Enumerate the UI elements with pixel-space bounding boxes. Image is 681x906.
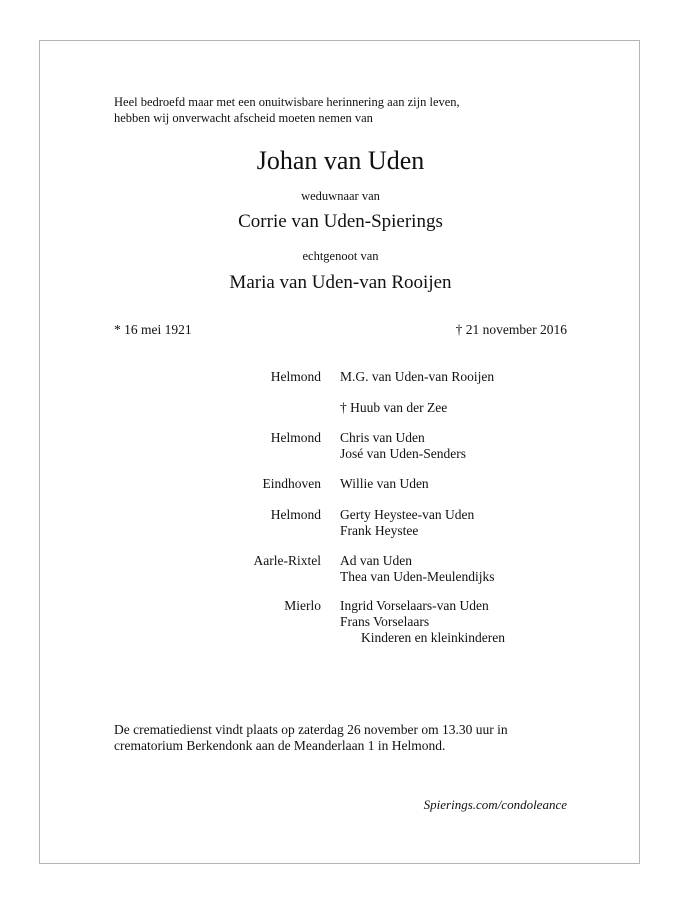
family-member: Gerty Heystee-van Uden	[340, 507, 475, 522]
family-place: Helmond	[270, 507, 321, 522]
family-names	[340, 598, 505, 646]
family-member: † Huub van der Zee	[340, 400, 448, 415]
family-place: Helmond	[270, 430, 321, 445]
family-member: Willie van Uden	[340, 476, 429, 491]
grandchildren-line: Kinderen en kleinkinderen	[361, 630, 505, 645]
relation-husband: echtgenoot van	[302, 249, 379, 263]
birth-date: * 16 mei 1921	[114, 322, 192, 337]
death-date: † 21 november 2016	[455, 322, 567, 337]
condolence-website: Spierings.com/condoleance	[423, 797, 567, 812]
intro-text	[114, 94, 460, 126]
family-place: Eindhoven	[262, 476, 321, 491]
intro-line-2: hebben wij onverwacht afscheid moeten nemen van	[114, 111, 373, 125]
family-member: Chris van Uden	[340, 430, 425, 445]
family-member: M.G. van Uden-van Rooijen	[340, 369, 495, 384]
family-names	[340, 369, 494, 385]
family-member: Frank Heystee	[340, 523, 419, 538]
relation-widower: weduwnaar van	[301, 189, 380, 203]
family-names	[340, 507, 474, 539]
family-member: Thea van Uden-Meulendijks	[340, 569, 495, 584]
service-line-2: crematorium Berkendonk aan de Meanderlaan 1 in Helmond.	[114, 738, 446, 753]
family-names	[340, 553, 494, 585]
family-place: Aarle-Rixtel	[253, 553, 321, 568]
family-member: José van Uden-Senders	[340, 446, 466, 461]
family-place: Helmond	[270, 369, 321, 384]
spouse-name-1: Corrie van Uden-Spierings	[238, 211, 443, 232]
spouse-name-2: Maria van Uden-van Rooijen	[229, 272, 452, 293]
family-member: Ingrid Vorselaars-van Uden	[340, 598, 489, 613]
family-names	[340, 400, 447, 416]
deceased-name: Johan van Uden	[256, 146, 425, 175]
intro-line-1: Heel bedroefd maar met een onuitwisbare herinnering aan zijn leven,	[114, 95, 460, 109]
service-line-1: De crematiedienst vindt plaats op zaterdag 26 november om 13.30 uur in	[114, 722, 508, 737]
family-member: Frans Vorselaars	[340, 614, 430, 629]
family-member: Ad van Uden	[340, 553, 412, 568]
family-names	[340, 430, 466, 462]
family-names	[340, 476, 429, 492]
family-place: Mierlo	[284, 598, 321, 613]
service-info	[114, 722, 508, 754]
